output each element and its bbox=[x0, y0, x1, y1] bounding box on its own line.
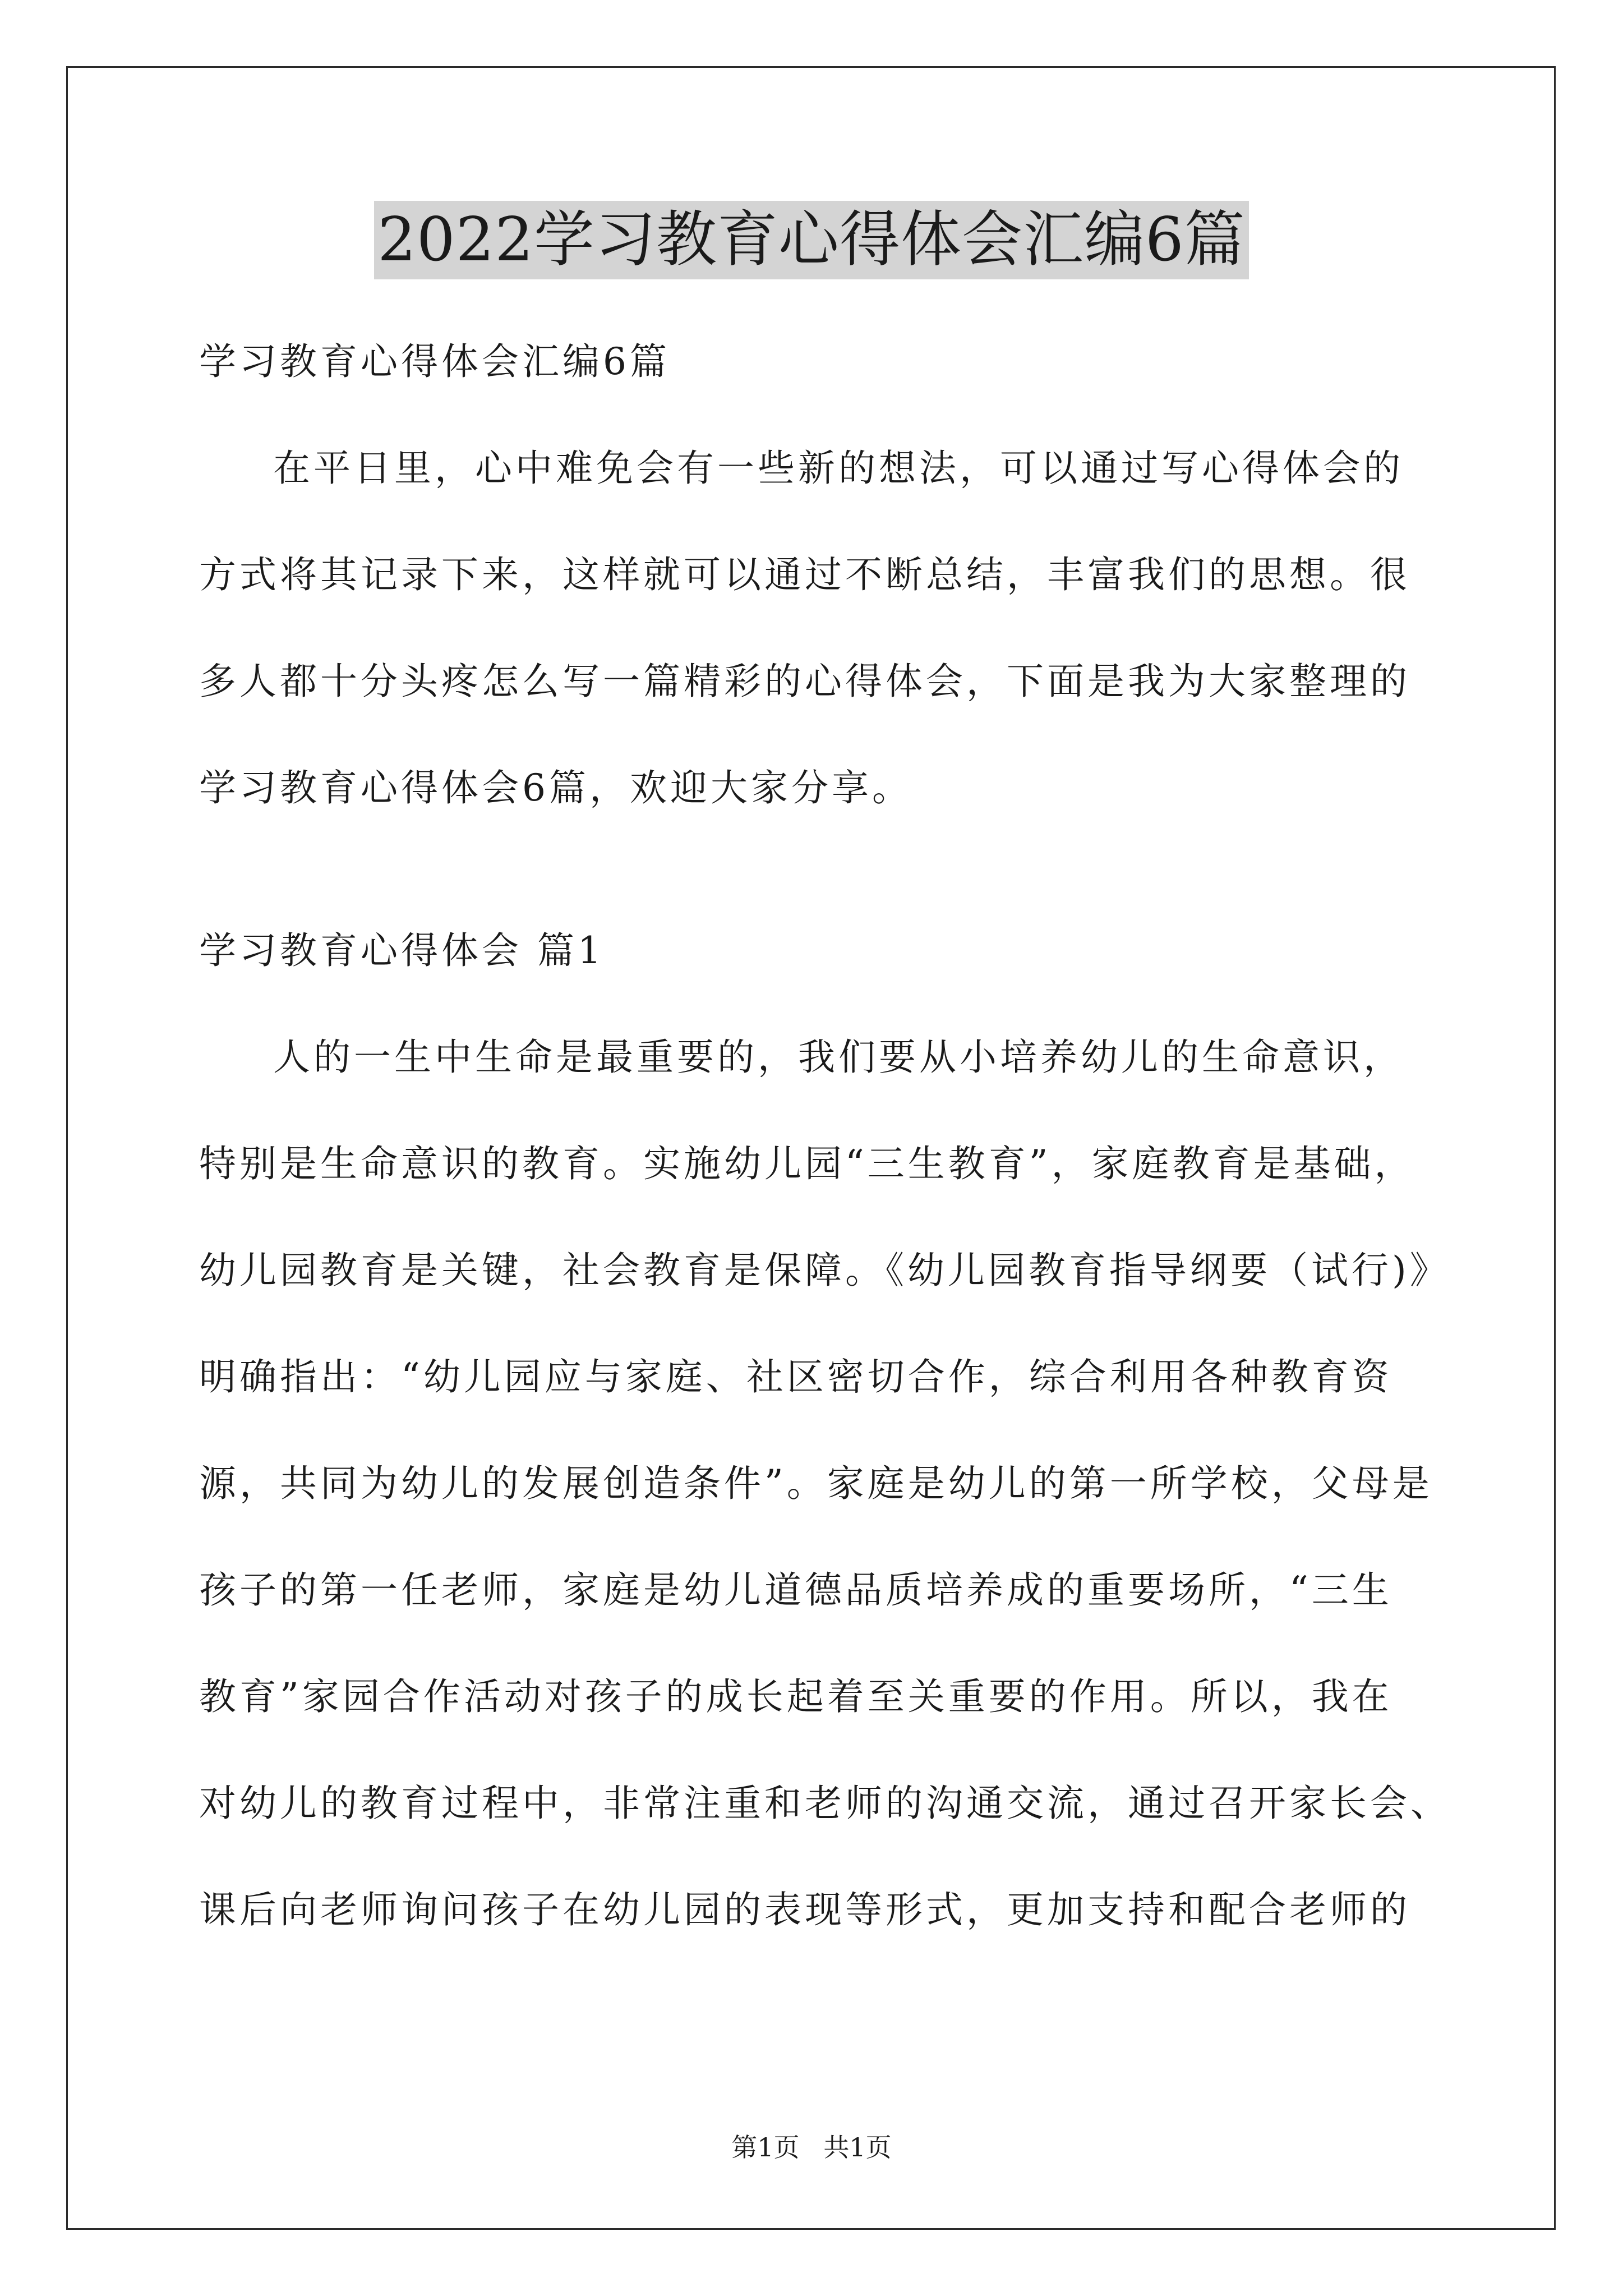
page-footer bbox=[0, 2131, 1623, 2164]
document-subtitle: 学习教育心得体会汇编6篇 bbox=[199, 340, 670, 383]
paragraph-gap bbox=[199, 841, 1433, 898]
section-line: 幼儿园教育是关键，社会教育是保障。《幼儿园教育指导纲要（试行)》 bbox=[199, 1249, 1450, 1292]
document-body bbox=[199, 309, 1451, 1963]
section-line: 对幼儿的教育过程中，非常注重和老师的沟通交流，通过召开家长会、 bbox=[199, 1782, 1451, 1825]
section-line: 人的一生中生命是最重要的，我们要从小培养幼儿的生命意识， bbox=[273, 1036, 1404, 1079]
section-line: 明确指出：“幼儿园应与家庭、社区密切合作，综合利用各种教育资 bbox=[199, 1355, 1393, 1398]
intro-line: 学习教育心得体会6篇，欢迎大家分享。 bbox=[199, 766, 912, 809]
intro-line: 在平日里，心中难免会有一些新的想法，可以通过写心得体会的 bbox=[273, 447, 1404, 490]
section-line: 特别是生命意识的教育。实施幼儿园“三生教育”，家庭教育是基础， bbox=[199, 1142, 1415, 1185]
section-line: 课后向老师询问孩子在幼儿园的表现等形式，更加支持和配合老师的 bbox=[199, 1888, 1410, 1931]
section-heading: 学习教育心得体会 篇1 bbox=[199, 929, 605, 972]
page-total: 共1页 bbox=[823, 2132, 892, 2162]
page-number: 第1页 bbox=[731, 2132, 800, 2162]
intro-line: 方式将其记录下来，这样就可以通过不断总结，丰富我们的思想。很 bbox=[199, 553, 1410, 596]
intro-line: 多人都十分头疼怎么写一篇精彩的心得体会，下面是我为大家整理的 bbox=[199, 660, 1410, 703]
section-line: 源，共同为幼儿的发展创造条件”。家庭是幼儿的第一所学校，父母是 bbox=[199, 1462, 1433, 1505]
document-title: 2022学习教育心得体会汇编6篇 bbox=[374, 201, 1249, 279]
title-container bbox=[0, 201, 1623, 279]
section-line: 教育”家园合作活动对孩子的成长起着至关重要的作用。所以，我在 bbox=[199, 1675, 1393, 1718]
section-line: 孩子的第一任老师，家庭是幼儿道德品质培养成的重要场所，“三生 bbox=[199, 1568, 1393, 1612]
